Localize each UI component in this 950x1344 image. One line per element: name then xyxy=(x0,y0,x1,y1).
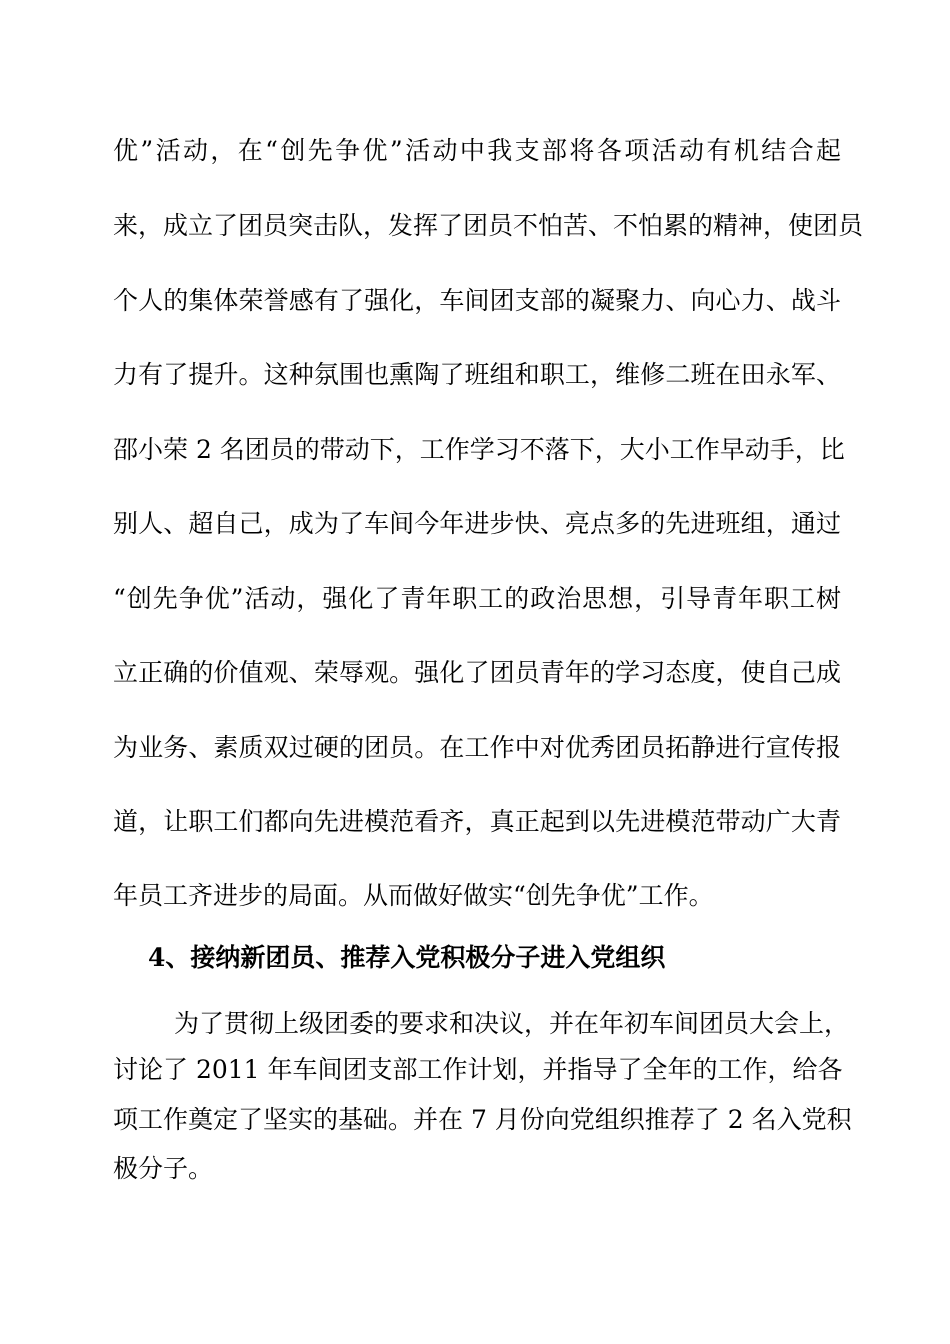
paragraph-1-line-11: 年员工齐进步的局面。从而做好做实“创先争优”工作。 xyxy=(113,881,714,910)
paragraph-2-line-1: 为了贯彻上级团委的要求和决议，并在年初车间团员大会上， xyxy=(174,1009,850,1038)
paragraph-1-line-5: 邵小荣 2 名团员的带动下，工作学习不落下，大小工作早动手，比 xyxy=(113,435,845,464)
paragraph-1-line-9: 为业务、素质双过硬的团员。在工作中对优秀团员拓静进行宣传报 xyxy=(113,733,841,762)
paragraph-1-line-4: 力有了提升。这种氛围也熏陶了班组和职工，维修二班在田永军、 xyxy=(113,360,841,389)
paragraph-2-line-2: 讨论了 2011 年车间团支部工作计划，并指导了全年的工作，给各 xyxy=(113,1055,843,1084)
paragraph-1-line-1: 优”活动，在“创先争优”活动中我支部将各项活动有机结合起 xyxy=(113,136,841,165)
paragraph-1-line-6: 别人、超自己，成为了车间今年进步快、亮点多的先进班组，通过 xyxy=(113,509,841,538)
paragraph-1-line-10: 道，让职工们都向先进模范看齐，真正起到以先进模范带动广大青 xyxy=(113,807,841,836)
paragraph-1-line-2: 来，成立了团员突击队，发挥了团员不怕苦、不怕累的精神，使团员 xyxy=(113,211,864,240)
paragraph-2-line-4: 极分子。 xyxy=(113,1154,214,1183)
paragraph-1-line-7: “创先争优”活动，强化了青年职工的政治思想，引导青年职工树 xyxy=(113,584,841,613)
paragraph-2-line-3: 项工作奠定了坚实的基础。并在 7 月份向党组织推荐了 2 名入党积 xyxy=(113,1105,852,1134)
section-heading: 4、接纳新团员、推荐入党积极分子进入党组织 xyxy=(148,943,666,972)
paragraph-1-line-3: 个人的集体荣誉感有了强化，车间团支部的凝聚力、向心力、战斗 xyxy=(113,286,841,315)
paragraph-1-line-8: 立正确的价值观、荣辱观。强化了团员青年的学习态度，使自己成 xyxy=(113,658,841,687)
